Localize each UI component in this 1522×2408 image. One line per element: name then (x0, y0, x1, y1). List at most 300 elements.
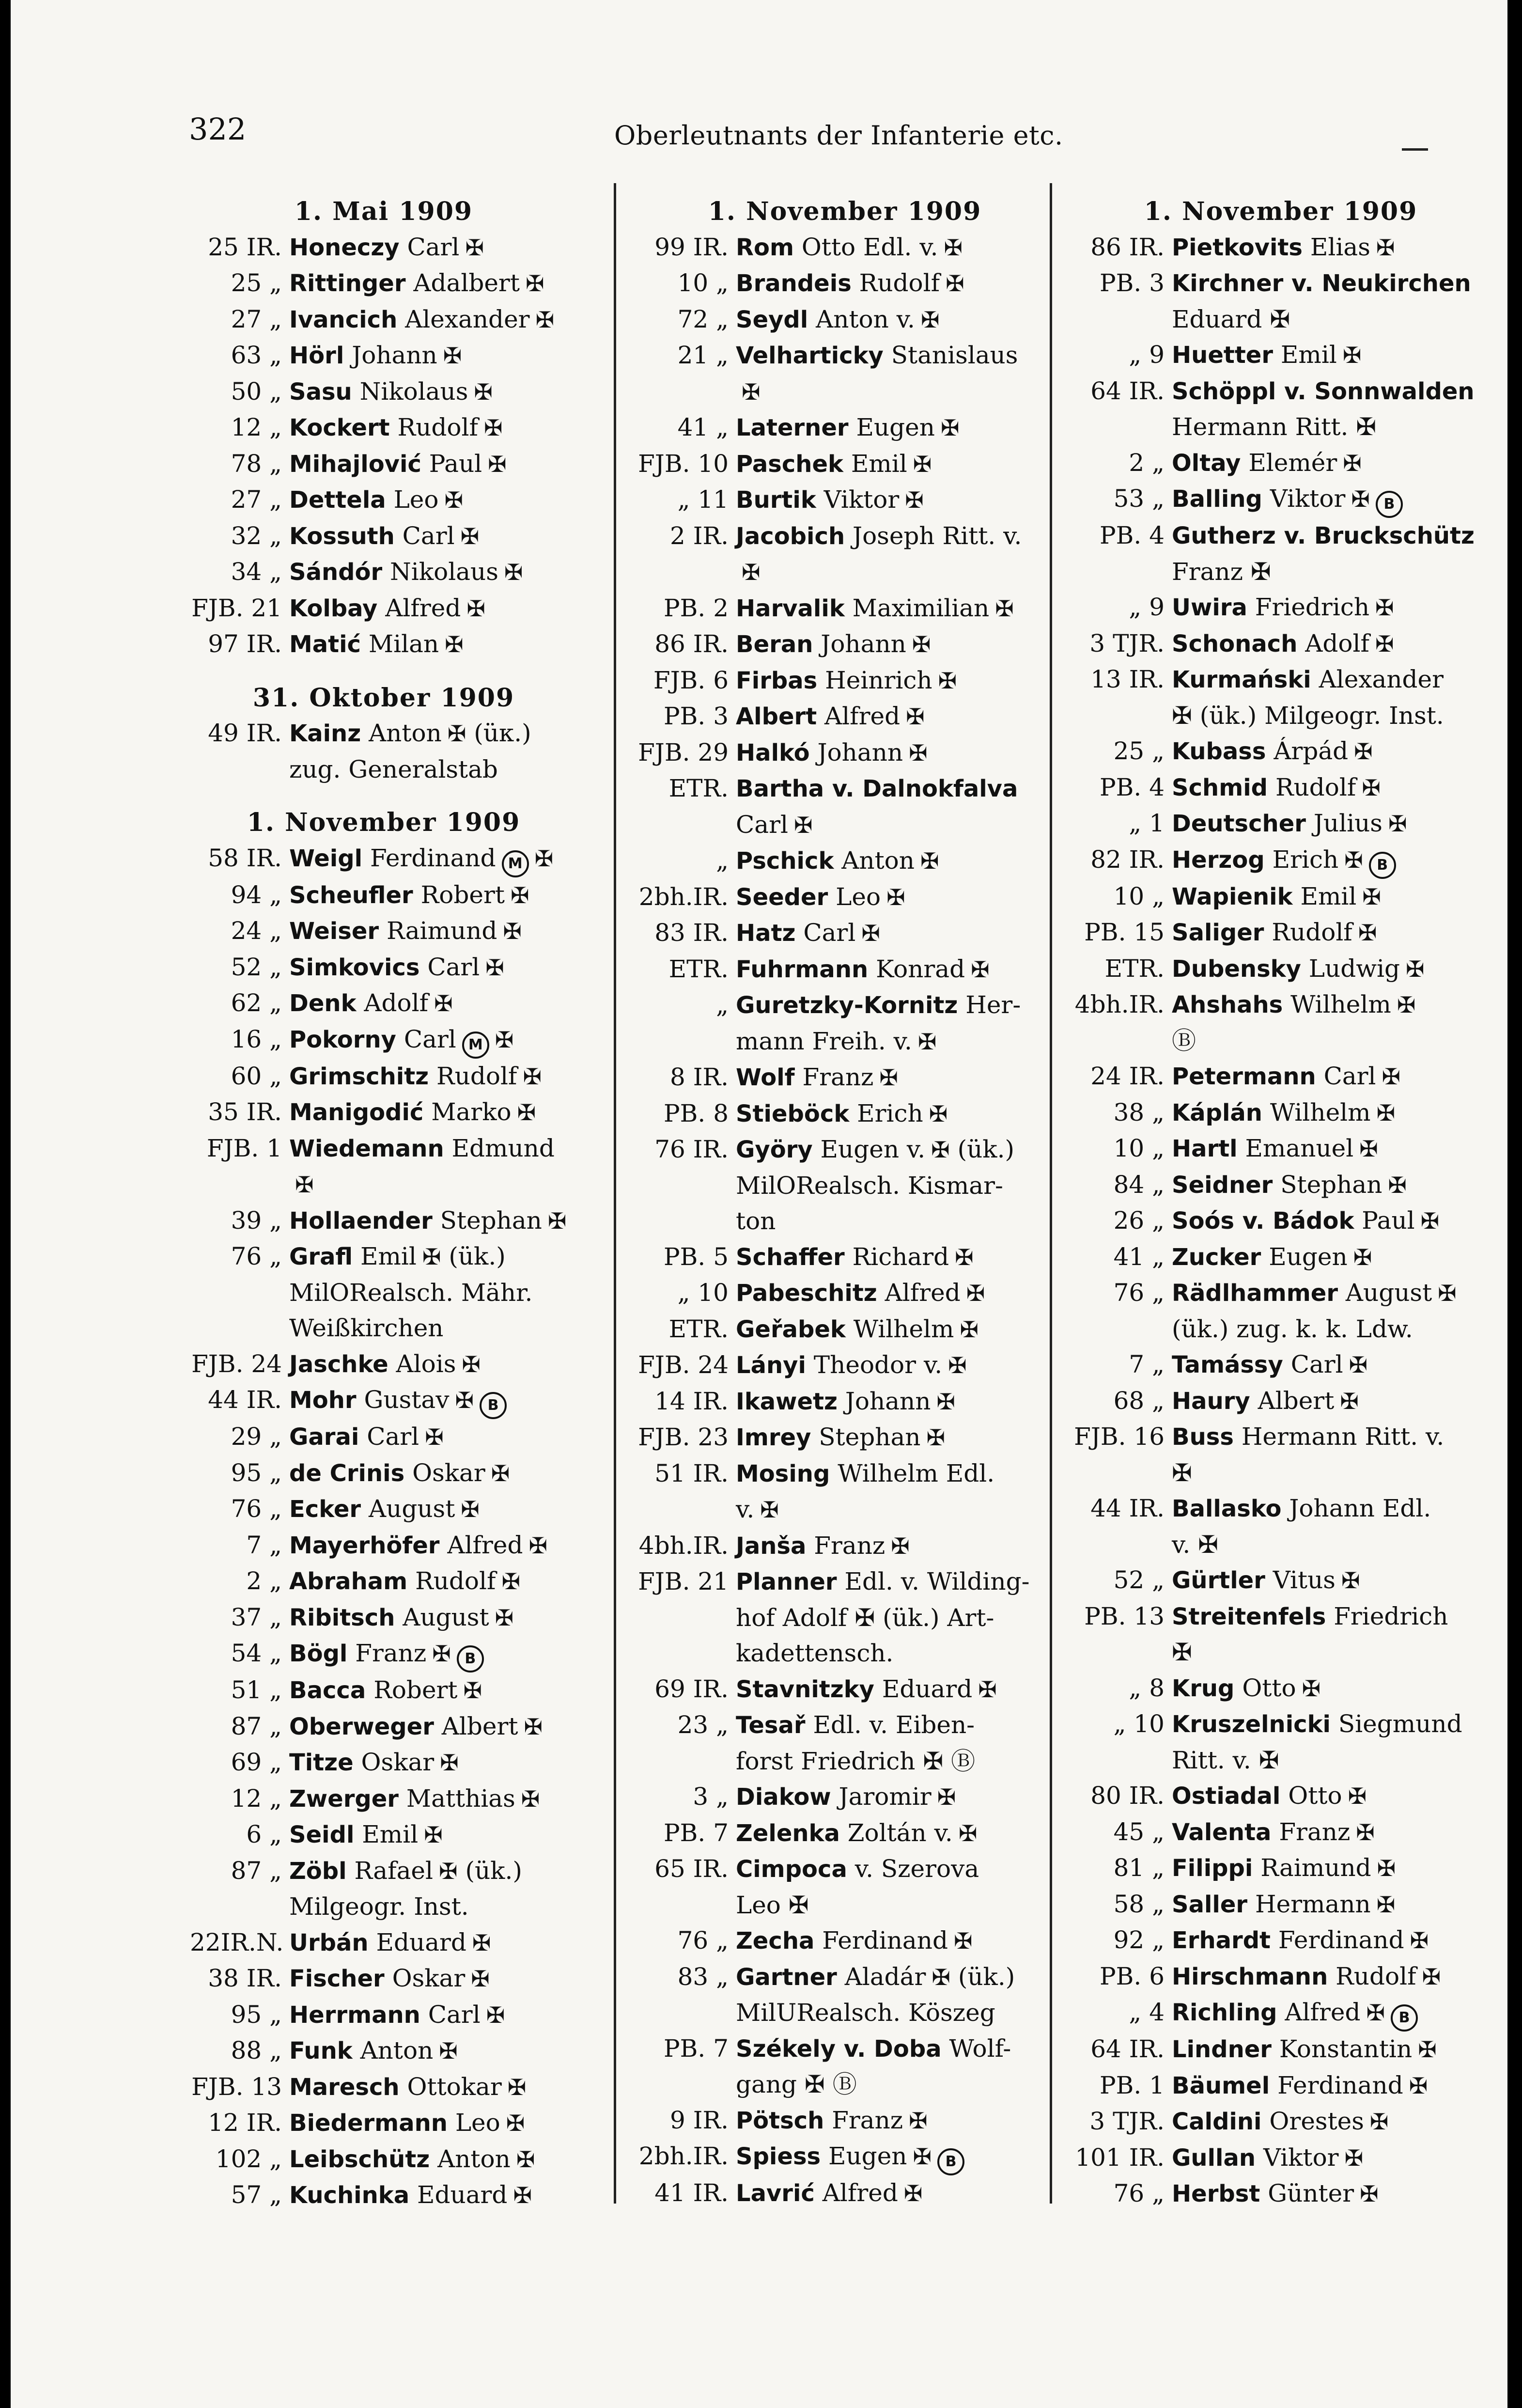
entry-line (289, 1997, 577, 2033)
unit-designation: 4bh.IR. (638, 1531, 729, 1560)
surname: Weiser (289, 918, 379, 945)
unit-designation: „ 11 (677, 485, 729, 514)
entry-line (1172, 1059, 1489, 1095)
list-entry (1072, 1059, 1489, 1095)
list-entry (190, 2033, 577, 2069)
given-name: Paul (1362, 1206, 1415, 1235)
list-entry (190, 1817, 577, 1853)
cross-icon: ✠ (936, 1388, 955, 1415)
list-entry (190, 1095, 577, 1131)
entry-line (736, 879, 1053, 916)
entry-line (1172, 842, 1489, 879)
given-name: Rafael (354, 1856, 433, 1885)
unit-designation: „ 10 (677, 1279, 729, 1307)
given-name: Elias (1310, 233, 1370, 261)
given-name: Stephan (819, 1423, 921, 1451)
given-name: Wilhelm (1270, 1098, 1371, 1126)
given-name: Viktor (823, 485, 900, 514)
list-entry (1072, 1239, 1489, 1276)
cross-icon: ✠ (760, 1497, 779, 1523)
entry-line (289, 1636, 577, 1673)
given-name: Günter (1268, 2179, 1354, 2207)
surname: Bacca (289, 1677, 366, 1704)
surname: Lindner (1172, 2036, 1272, 2063)
cross-icon: ✠ (1397, 992, 1416, 1018)
entry-line (289, 446, 577, 483)
list-entry (1072, 266, 1489, 337)
given-name: Robert (373, 1676, 458, 1704)
surname: Oberweger (289, 1713, 434, 1740)
unit-designation: FJB. 21 (191, 594, 282, 622)
entry-line (1172, 770, 1489, 806)
surname: Káplán (1172, 1099, 1262, 1126)
entry-line (736, 1815, 1053, 1852)
entry-line (1172, 1383, 1489, 1420)
list-entry (1072, 842, 1489, 879)
entry-line (1172, 987, 1489, 1023)
unit-designation: PB. 6 (1100, 1962, 1165, 1990)
surname: Balling (1172, 485, 1262, 513)
given-name: Adalbert (413, 269, 520, 297)
cross-icon: ✠ (1343, 450, 1362, 476)
continuation-line: gang ✠ Ⓑ (736, 2070, 857, 2098)
surname: Zwerger (289, 1785, 399, 1813)
unit-designation: „ 10 (1113, 1710, 1165, 1738)
cross-icon: ✠ (447, 720, 466, 747)
entry-line (289, 1528, 577, 1564)
entry-line (736, 1959, 1053, 1996)
list-entry (1072, 1923, 1489, 1959)
list-entry (637, 1096, 1053, 1132)
surname: Stavnitzky (736, 1675, 874, 1703)
unit-designation: 39 „ (231, 1206, 282, 1235)
unit-designation: FJB. 16 (1074, 1423, 1165, 1451)
surname: Cimpoca (736, 1856, 847, 1883)
cross-icon: ✠ (510, 882, 529, 908)
continuation-line: Hermann Ritt. ✠ (1172, 413, 1377, 441)
entry-line (736, 987, 1053, 1024)
continuation-line: MilORealsch. Kismar- (736, 1171, 1003, 1200)
unit-designation: 38 IR. (208, 1964, 282, 1992)
surname: Tesař (736, 1712, 806, 1739)
given-name: Milan (368, 630, 439, 658)
entry-line (289, 1203, 577, 1239)
given-name: Carl (803, 919, 856, 947)
column-rule (614, 183, 616, 2204)
entry-line (736, 230, 1053, 266)
list-entry (637, 843, 1053, 879)
cross-icon: ✠ (903, 2180, 923, 2206)
surname: Denk (289, 990, 357, 1017)
cross-icon: ✠ (443, 343, 462, 369)
unit-designation: 32 „ (231, 521, 282, 550)
given-name: Carl (404, 1025, 456, 1053)
entry-line (289, 1491, 577, 1528)
list-entry (1072, 1419, 1489, 1491)
cross-icon: ✠ (534, 845, 554, 872)
unit-designation: 2 IR. (670, 521, 729, 550)
list-entry (190, 1131, 577, 1203)
given-name: Carl (1323, 1062, 1376, 1090)
given-name: Emil (1300, 882, 1357, 910)
unit-designation: „ 9 (1129, 341, 1165, 369)
surname: Valenta (1172, 1818, 1272, 1846)
surname: Manigodić (289, 1099, 424, 1126)
surname: Titze (289, 1749, 354, 1776)
surname: Ikawetz (736, 1388, 838, 1415)
cross-icon: ✠ (1366, 2000, 1385, 2026)
cross-icon: ✠ (474, 378, 493, 405)
surname: Wolf (736, 1064, 795, 1091)
cross-icon: ✠ (463, 1677, 482, 1704)
list-entry (637, 1779, 1053, 1815)
surname: Burtik (736, 486, 816, 514)
surname: Herbst (1172, 2180, 1260, 2207)
entry-line (736, 626, 1053, 663)
given-name: Zoltán v. (847, 1818, 953, 1847)
given-name: Eduard (417, 2181, 508, 2209)
cross-icon: ✠ (946, 270, 964, 297)
entry-line (1172, 1131, 1489, 1167)
given-name: Carl (367, 1423, 419, 1451)
surname: Seydl (736, 306, 808, 333)
given-name: Eugen (1269, 1242, 1348, 1271)
entry-line (289, 374, 577, 410)
surname: Abraham (289, 1568, 408, 1595)
list-entry (190, 2142, 577, 2178)
cross-icon: ✠ (912, 631, 931, 657)
list-entry (1072, 1814, 1489, 1851)
unit-designation: 87 „ (231, 1856, 282, 1885)
unit-designation: PB. 3 (664, 702, 729, 730)
unit-designation: 102 „ (215, 2144, 282, 2173)
cross-icon: ✠ (929, 1100, 948, 1127)
entry-line (736, 1923, 1053, 1959)
given-name: Ferdinand (822, 1926, 948, 1955)
given-name: Friedrich (1334, 1602, 1448, 1630)
list-entry (190, 1781, 577, 1817)
given-name: Rudolf (1336, 1962, 1416, 1990)
list-entry (1072, 590, 1489, 626)
given-name: Hermann (1255, 1890, 1371, 1918)
surname: Huetter (1172, 342, 1274, 369)
unit-designation: 35 IR. (208, 1098, 282, 1126)
list-entry (190, 554, 577, 591)
continuation-line: MilORealsch. Mähr. (289, 1278, 533, 1307)
surname: Bartha v. Dalnokfalva (736, 775, 1018, 802)
surname: Pabeschitz (736, 1280, 877, 1307)
unit-designation: 26 „ (1113, 1206, 1165, 1235)
entry-line (1172, 337, 1489, 374)
cross-icon: ✠ (524, 1713, 543, 1740)
unit-designation: 62 „ (231, 989, 282, 1017)
surname: Dubensky (1172, 955, 1301, 983)
list-entry (190, 1961, 577, 1997)
unit-designation: PB. 8 (664, 1099, 729, 1127)
continuation-line (736, 554, 1053, 591)
cross-icon: ✠ (1362, 883, 1381, 910)
given-name: Edmund (451, 1134, 555, 1162)
entry-line (289, 841, 577, 877)
surname: Rädlhammer (1172, 1280, 1338, 1307)
unit-designation: PB. 1 (1100, 2071, 1165, 2099)
cross-icon: ✠ (940, 415, 960, 441)
list-entry (637, 1923, 1053, 1959)
surname: Grimschitz (289, 1063, 429, 1090)
unit-designation: 3 TJR. (1089, 629, 1165, 657)
entry-line (1172, 1814, 1489, 1851)
given-name: Matthias (406, 1784, 515, 1813)
unit-designation: 10 „ (677, 269, 729, 297)
cross-icon: ✠ (909, 2107, 928, 2134)
cross-icon: ✠ (932, 1964, 950, 1990)
given-name: Anton (360, 2036, 434, 2064)
entry-line (1172, 626, 1489, 662)
entry-line (289, 2069, 577, 2106)
entry-line (289, 1419, 577, 1455)
cross-icon: ✠ (909, 739, 928, 766)
list-entry (637, 1132, 1053, 1239)
cross-icon: ✠ (1353, 1244, 1372, 1270)
unit-designation: 41 IR. (654, 2179, 729, 2207)
surname: Zecha (736, 1927, 815, 1955)
remark: (ük.) (958, 1962, 1015, 1991)
entry-line (736, 1384, 1053, 1420)
unit-designation: 41 „ (677, 413, 729, 441)
unit-designation: 44 IR. (208, 1386, 282, 1414)
surname: Maresch (289, 2073, 400, 2101)
unit-designation: 80 IR. (1090, 1782, 1165, 1810)
given-name: Rudolf (1275, 773, 1356, 801)
unit-designation: 76 „ (231, 1242, 282, 1270)
unit-designation: PB. 7 (664, 2034, 729, 2063)
list-entry (190, 2069, 577, 2106)
list-entry (637, 699, 1053, 735)
unit-designation: 76 „ (1113, 2179, 1165, 2207)
entry-line (289, 1095, 577, 1131)
cross-icon: ✠ (1406, 955, 1425, 982)
entry-line (736, 1564, 1053, 1600)
cross-icon: ✠ (465, 234, 484, 261)
surname: Gullan (1172, 2144, 1256, 2172)
list-entry (637, 1275, 1053, 1312)
continuation-line: forst Friedrich ✠ Ⓑ (736, 1747, 976, 1775)
cross-icon: ✠ (455, 1387, 474, 1413)
unit-designation: 21 „ (677, 341, 729, 369)
list-entry (637, 1347, 1053, 1384)
continuation-line: MilURealsch. Köszeg (736, 1999, 995, 2027)
column-3 (1072, 194, 1489, 2253)
surname: Seeder (736, 883, 828, 911)
list-entry (637, 1815, 1053, 1852)
given-name: Alexander (1319, 665, 1444, 693)
entry-line (736, 302, 1053, 338)
list-entry (1072, 1850, 1489, 1887)
entry-line (289, 1673, 577, 1709)
list-entry (637, 446, 1053, 483)
surname: Saliger (1172, 919, 1264, 946)
cross-icon: ✠ (913, 2143, 932, 2170)
given-name: Eugen (856, 413, 935, 441)
unit-designation: 7 „ (246, 1531, 282, 1559)
unit-designation: 95 „ (231, 1458, 282, 1487)
circled-b-icon: B (457, 1645, 484, 1673)
entry-line (736, 1347, 1053, 1384)
list-entry (190, 716, 577, 787)
surname: Pschick (736, 847, 834, 875)
surname: Halkó (736, 739, 810, 766)
entry-line (1172, 1275, 1489, 1312)
given-name: Aladár (844, 1962, 926, 1991)
given-name: Johann (817, 738, 903, 766)
cross-icon: ✠ (1340, 1388, 1359, 1414)
list-entry (637, 230, 1053, 266)
list-entry (1072, 2104, 1489, 2140)
entry-line (289, 1239, 577, 1275)
list-entry (190, 1853, 577, 1925)
given-name: Viktor (1270, 485, 1346, 513)
entry-line (289, 302, 577, 338)
cross-icon: ✠ (472, 1929, 491, 1956)
given-name: Alfred (447, 1531, 523, 1559)
given-name: Marko (431, 1098, 512, 1126)
cross-icon: ✠ (906, 704, 925, 730)
cross-icon: ✠ (517, 1099, 536, 1126)
unit-designation: 13 IR. (1090, 665, 1165, 693)
cross-icon: ✠ (434, 990, 453, 1016)
unit-designation: „ 4 (1129, 1998, 1165, 2026)
unit-designation: 16 „ (231, 1025, 282, 1053)
cross-icon: ✠ (1376, 234, 1395, 261)
entry-line (289, 230, 577, 266)
list-entry (637, 1384, 1053, 1420)
unit-designation: 54 „ (231, 1639, 282, 1667)
surname: Ivancich (289, 306, 398, 333)
list-entry (1072, 1887, 1489, 1923)
unit-designation: 60 „ (231, 1062, 282, 1090)
unit-designation: 41 „ (1113, 1242, 1165, 1271)
entry-line (1172, 915, 1489, 951)
list-entry (637, 302, 1053, 338)
list-entry (1072, 662, 1489, 734)
given-name: Otto (1242, 1673, 1296, 1702)
surname: Bögl (289, 1640, 348, 1667)
circled-b-icon: B (1369, 852, 1396, 879)
surname: Kuchinka (289, 2182, 410, 2209)
surname: Laterner (736, 414, 849, 441)
given-name: Franz (802, 1063, 874, 1091)
surname: Saller (1172, 1891, 1248, 1918)
cross-icon: ✠ (462, 1351, 481, 1377)
given-name: Johann (352, 341, 437, 369)
entry-line (1172, 2068, 1489, 2104)
unit-designation: „ (716, 846, 729, 875)
entry-line (289, 1564, 577, 1600)
surname: Grafl (289, 1243, 353, 1270)
list-entry (190, 302, 577, 338)
cross-icon: ✠ (483, 415, 503, 441)
given-name: August (1345, 1279, 1432, 1307)
given-name: Hermann Ritt. v. (1241, 1423, 1444, 1451)
continuation-line: kadettensch. (736, 1639, 894, 1667)
unit-designation: 25 „ (1113, 737, 1165, 765)
list-entry (190, 374, 577, 410)
entry-line (736, 1456, 1053, 1492)
list-entry (190, 1346, 577, 1383)
page-header (178, 102, 1438, 155)
list-entry (637, 2103, 1053, 2139)
entry-line (736, 1779, 1053, 1815)
list-entry (1072, 1959, 1489, 1995)
cross-icon: ✠ (955, 1244, 974, 1270)
cross-icon: ✠ (1358, 920, 1377, 946)
unit-designation: 64 IR. (1090, 376, 1165, 405)
entry-line (1172, 374, 1489, 410)
remark: (ük.) (449, 1242, 506, 1270)
list-entry (190, 2105, 577, 2142)
circled-m-icon: M (462, 1032, 489, 1059)
given-name: Rudolf (415, 1567, 496, 1595)
given-name: Emil (360, 1242, 417, 1270)
entry-line (1172, 734, 1489, 770)
list-entry (1072, 2068, 1489, 2104)
unit-designation: 24 „ (231, 917, 282, 945)
list-entry (637, 482, 1053, 518)
unit-designation: FJB. 13 (191, 2072, 282, 2101)
surname: Honeczy (289, 234, 400, 261)
cross-icon: ✠ (1342, 342, 1362, 368)
given-name: Edl. v. Eiben- (813, 1711, 975, 1739)
given-name: Elemér (1248, 448, 1337, 477)
list-entry (637, 1456, 1053, 1528)
list-entry (1072, 1383, 1489, 1420)
entry-line (1172, 518, 1489, 554)
given-name: Árpád (1274, 737, 1349, 765)
surname: Kossuth (289, 522, 395, 550)
unit-designation: 12 IR. (208, 2109, 282, 2137)
given-name: Oskar (361, 1748, 435, 1776)
circled-b-icon: B (937, 2148, 964, 2175)
list-entry (190, 1203, 577, 1239)
given-name: Jaromir (839, 1783, 932, 1811)
given-name: Konrad (876, 954, 965, 983)
unit-designation: 68 „ (1113, 1386, 1165, 1415)
running-head: Oberleutnants der Infanterie etc. (614, 120, 1063, 151)
entry-line (736, 1239, 1053, 1276)
cross-icon: ✠ (295, 1172, 314, 1198)
list-entry (190, 482, 577, 518)
entry-line (1172, 2104, 1489, 2140)
given-name: Carl (1290, 1350, 1343, 1378)
surname: Gartner (736, 1963, 837, 1991)
given-name: Adolf (1305, 629, 1369, 657)
list-entry (1072, 1167, 1489, 1204)
cross-icon: ✠ (920, 848, 939, 874)
cross-icon: ✠ (861, 920, 880, 946)
continuation-line: Milgeogr. Inst. (289, 1892, 469, 1921)
cross-icon: ✠ (444, 487, 464, 513)
unit-designation: 64 IR. (1090, 2035, 1165, 2063)
surname: Weigl (289, 844, 363, 872)
surname: Sándór (289, 559, 383, 586)
unit-designation: 58 IR. (208, 844, 282, 872)
unit-designation: 3 TJR. (1089, 2107, 1165, 2135)
surname: Richling (1172, 1999, 1277, 2026)
entry-line (289, 1059, 577, 1095)
continuation-line: ✠ (1172, 1638, 1192, 1666)
list-entry (1072, 1275, 1489, 1347)
cross-icon: ✠ (960, 1316, 979, 1343)
